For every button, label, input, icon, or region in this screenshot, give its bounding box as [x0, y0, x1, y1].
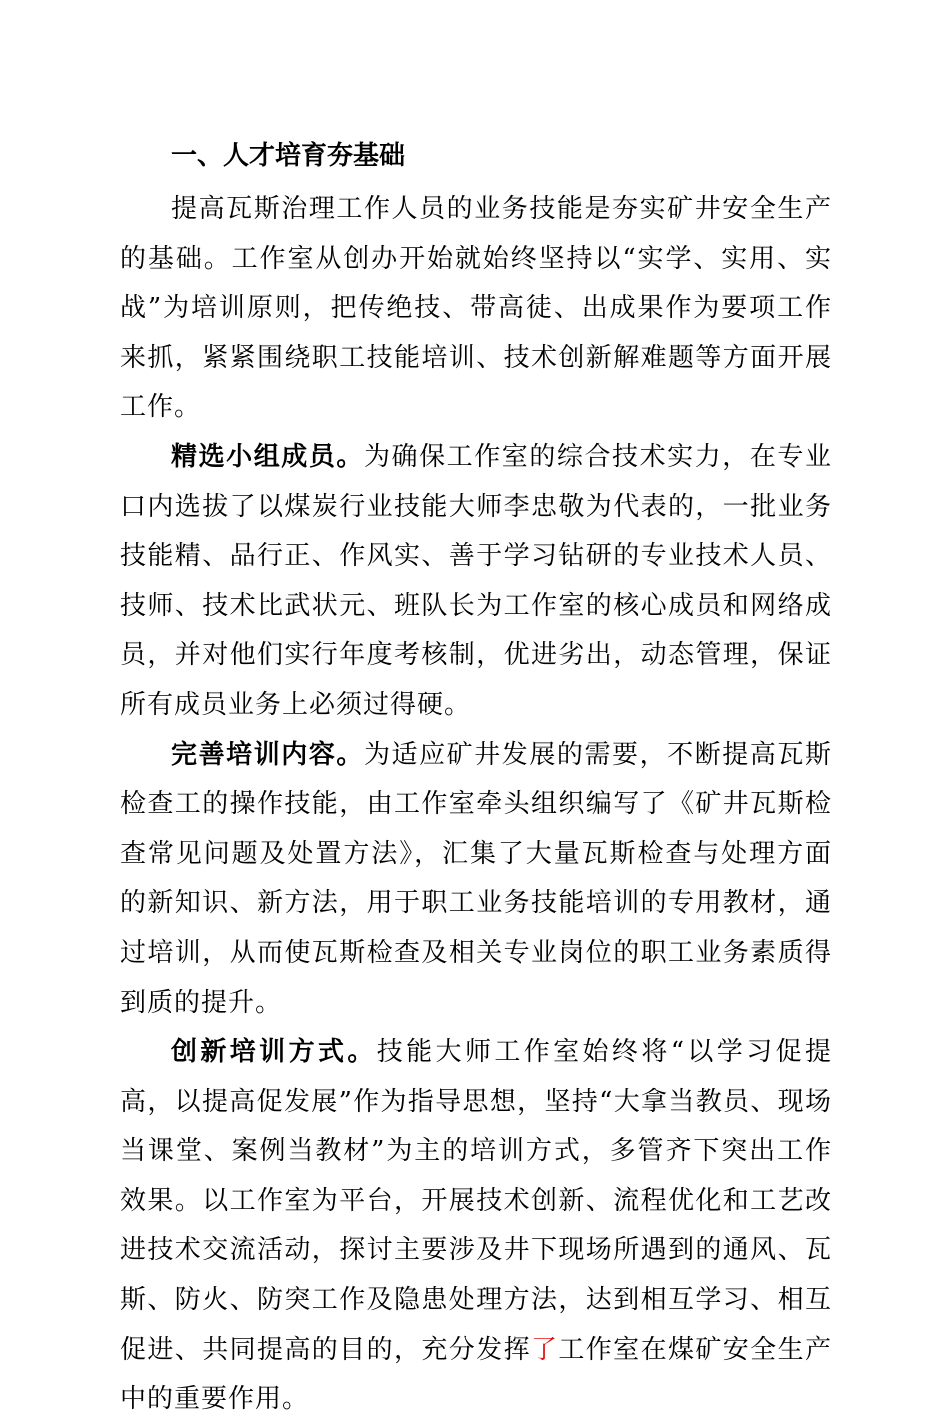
paragraph-text: 技能大师工作室始终将“以学习促提高，以提高促发展”作为指导思想，坚持“大拿当教员、现场当课堂、案例当教材”为主的培训方式，多管齐下突出工作效果。以工作室为平台，开展技术创新、流程优化和工艺改进技术交流活动，探讨主要涉及井下现场所遇到的通风、瓦斯、防火、防突工作及隐患处理方法，达到相互学习、相互促进、共同提高的目的，充分发挥 [120, 1037, 832, 1365]
paragraph-lead: 完善培训内容。 [171, 739, 364, 770]
paragraph-training-content [120, 731, 832, 1029]
section-heading: 一、人才培育夯基础 [171, 141, 406, 171]
highlighted-char: 了 [530, 1334, 559, 1365]
paragraph-text: 提高瓦斯治理工作人员的业务技能是夯实矿井安全生产的基础。工作室从创办开始就始终坚持以“实学、实用、实战”为培训原则，把传绝技、带高徒、出成果作为要项工作来抓，紧紧围绕职工技能培训、技术创新解难题等方面开展工作。 [120, 194, 832, 423]
paragraph-lead: 精选小组成员。 [171, 441, 364, 472]
document-page [120, 127, 832, 1425]
paragraph-lead: 创新培训方式。 [171, 1037, 377, 1068]
paragraph-select-members [120, 433, 832, 731]
paragraph-tail: 工作室在煤矿安全生产中的重要作用。 [120, 1334, 832, 1415]
paragraph-intro [120, 185, 832, 433]
paragraph-text: 为适应矿井发展的需要，不断提高瓦斯检查工的操作技能，由工作室牵头组织编写了《矿井瓦斯检查常见问题及处置方法》，汇集了大量瓦斯检查与处理方面的新知识、新方法，用于职工业务技能培训的专用教材，通过培训，从而使瓦斯检查及相关专业岗位的职工业务素质得到质的提升。 [120, 739, 832, 1018]
paragraph-text: 为确保工作室的综合技术实力，在专业口内选拔了以煤炭行业技能大师李忠敬为代表的，一批业务技能精、品行正、作风实、善于学习钻研的专业技术人员、技师、技术比武状元、班队长为工作室的核心成员和网络成员，并对他们实行年度考核制，优进劣出，动态管理，保证所有成员业务上必须过得硬。 [120, 441, 832, 720]
paragraph-training-method [120, 1028, 832, 1425]
